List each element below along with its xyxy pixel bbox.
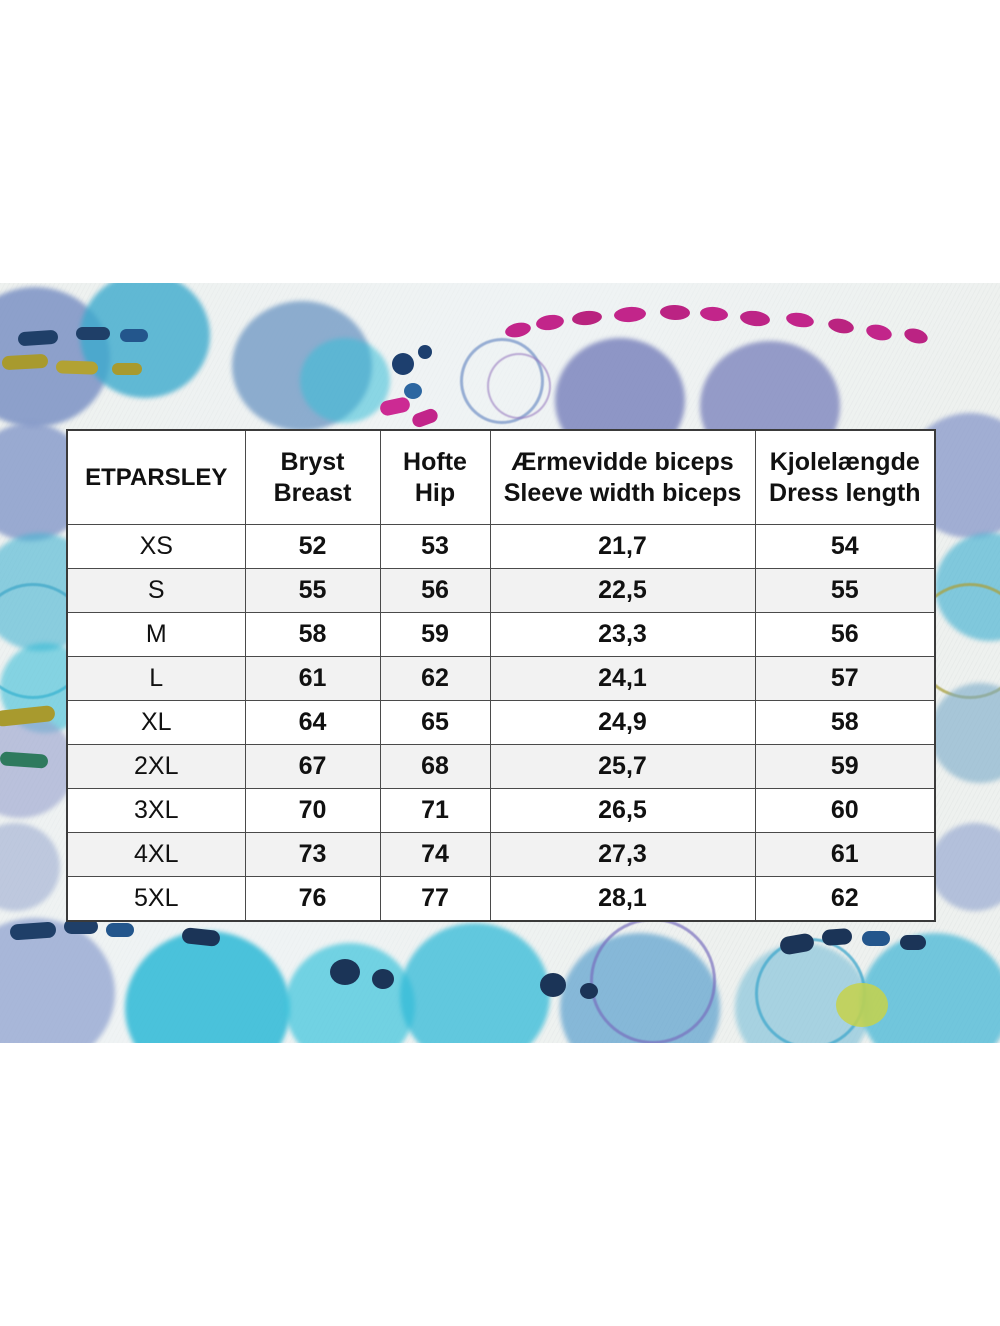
cell-length: 62 <box>755 877 935 922</box>
column-header-length-en: Dress length <box>769 478 921 507</box>
cell-length: 56 <box>755 613 935 657</box>
table-row <box>67 877 935 922</box>
paint-dash <box>9 921 56 940</box>
cell-sleeve: 27,3 <box>490 833 755 877</box>
table-row <box>67 569 935 613</box>
paint-dash <box>18 330 59 347</box>
cell-length: 59 <box>755 745 935 789</box>
paint-dash <box>900 935 926 950</box>
paint-dash <box>392 353 414 375</box>
cell-sleeve: 26,5 <box>490 789 755 833</box>
cell-length: 61 <box>755 833 935 877</box>
table-row <box>67 789 935 833</box>
paint-dash <box>418 345 432 359</box>
paint-dash <box>76 327 110 340</box>
cell-bust: 58 <box>245 613 380 657</box>
paint-dash <box>404 383 422 399</box>
column-header-hip <box>380 430 490 525</box>
cell-hip: 71 <box>380 789 490 833</box>
cell-sleeve: 25,7 <box>490 745 755 789</box>
paint-dash <box>120 329 148 342</box>
paint-dash <box>106 923 134 937</box>
cell-sleeve: 24,1 <box>490 657 755 701</box>
cell-bust: 61 <box>245 657 380 701</box>
cell-sleeve: 22,5 <box>490 569 755 613</box>
cell-length: 58 <box>755 701 935 745</box>
cell-bust: 73 <box>245 833 380 877</box>
paint-dash <box>580 983 598 999</box>
cell-bust: 55 <box>245 569 380 613</box>
cell-hip: 77 <box>380 877 490 922</box>
painted-circle-outline <box>590 918 716 1043</box>
column-header-bust-da: Bryst <box>280 448 345 476</box>
cell-hip: 53 <box>380 525 490 569</box>
cell-size: 4XL <box>67 833 245 877</box>
cell-bust: 67 <box>245 745 380 789</box>
table-header <box>67 430 935 525</box>
cell-sleeve: 23,3 <box>490 613 755 657</box>
cell-hip: 74 <box>380 833 490 877</box>
cell-size: M <box>67 613 245 657</box>
cell-size: 3XL <box>67 789 245 833</box>
column-header-length-da: Kjolelængde <box>769 448 920 476</box>
cell-length: 57 <box>755 657 935 701</box>
paint-dash <box>2 354 49 370</box>
cell-hip: 68 <box>380 745 490 789</box>
column-header-brand <box>67 430 245 525</box>
table-row <box>67 745 935 789</box>
brand-name: ETPARSLEY <box>85 463 228 491</box>
paint-dash <box>56 360 98 374</box>
cell-size: 5XL <box>67 877 245 922</box>
column-header-sleeve-da: Ærmevidde biceps <box>511 448 734 476</box>
cell-bust: 70 <box>245 789 380 833</box>
white-mat-bottom <box>0 1043 1000 1326</box>
cell-length: 55 <box>755 569 935 613</box>
column-header-sleeve-en: Sleeve width biceps <box>503 478 742 507</box>
cell-size: L <box>67 657 245 701</box>
column-header-hip-en: Hip <box>414 478 456 507</box>
column-header-hip-da: Hofte <box>403 448 467 476</box>
cell-sleeve: 24,9 <box>490 701 755 745</box>
column-header-length <box>755 430 935 525</box>
cell-length: 60 <box>755 789 935 833</box>
column-header-bust-en: Breast <box>273 478 352 507</box>
cell-sleeve: 28,1 <box>490 877 755 922</box>
cell-size: 2XL <box>67 745 245 789</box>
cell-bust: 52 <box>245 525 380 569</box>
table-row <box>67 657 935 701</box>
table-body <box>67 525 935 922</box>
size-chart-table <box>66 429 936 922</box>
cell-size: XL <box>67 701 245 745</box>
column-header-sleeve <box>490 430 755 525</box>
cell-hip: 62 <box>380 657 490 701</box>
paint-dash <box>540 973 566 997</box>
cell-bust: 64 <box>245 701 380 745</box>
cell-size: XS <box>67 525 245 569</box>
cell-hip: 56 <box>380 569 490 613</box>
cell-hip: 59 <box>380 613 490 657</box>
paint-dash <box>836 983 888 1027</box>
cell-bust: 76 <box>245 877 380 922</box>
size-chart-container <box>66 429 934 922</box>
paint-dash <box>821 928 852 946</box>
paint-dash <box>372 969 394 989</box>
table-row <box>67 525 935 569</box>
table-row <box>67 613 935 657</box>
white-mat-top <box>0 0 1000 283</box>
table-header-row <box>67 430 935 525</box>
paint-dash <box>330 959 360 985</box>
table-row <box>67 833 935 877</box>
paint-dash <box>112 363 142 375</box>
painted-circle-outline <box>487 353 551 419</box>
column-header-bust <box>245 430 380 525</box>
paint-dash <box>862 931 890 946</box>
cell-hip: 65 <box>380 701 490 745</box>
cell-length: 54 <box>755 525 935 569</box>
table-row <box>67 701 935 745</box>
cell-sleeve: 21,7 <box>490 525 755 569</box>
cell-size: S <box>67 569 245 613</box>
painted-circle <box>300 338 390 423</box>
